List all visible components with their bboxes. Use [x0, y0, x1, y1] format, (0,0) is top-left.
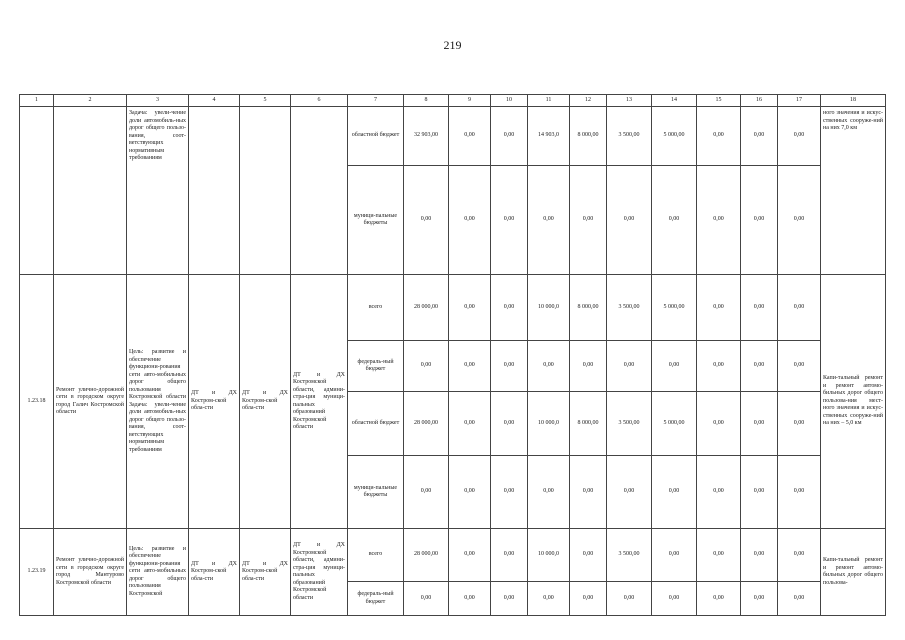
amount-cell: 0,00	[652, 166, 697, 275]
amount-cell: 0,00	[404, 456, 449, 529]
amount-cell: 0,00	[741, 275, 778, 341]
amount-cell: 0,00	[491, 166, 528, 275]
col-header-18: 18	[821, 95, 886, 107]
executor: ДТ и ДХ Костром-ской обла-сти	[189, 529, 240, 616]
row-number: 1.23.18	[20, 275, 54, 529]
amount-cell: 0,00	[449, 166, 491, 275]
amount-cell: 0,00	[491, 107, 528, 166]
responsible: ДТ и ДХ Костром-ской обла-сти	[240, 529, 291, 616]
activity-name: Ремонт улично-дорожной сети в городском округе город Мантурово Костромской области	[54, 529, 127, 616]
amount-cell: 0,00	[778, 529, 821, 582]
amount-cell: 0,00	[697, 341, 741, 392]
amount-cell: 0,00	[491, 582, 528, 616]
amount-cell: 0,00	[697, 456, 741, 529]
amount-cell: 0,00	[528, 166, 570, 275]
page-number: 219	[443, 38, 462, 52]
amount-cell: 28 000,00	[404, 529, 449, 582]
amount-cell: 0,00	[652, 582, 697, 616]
amount-cell: 0,00	[404, 341, 449, 392]
amount-cell: 5 000,00	[652, 392, 697, 456]
col-header-1: 1	[20, 95, 54, 107]
col-header-7: 7	[348, 95, 404, 107]
funding-source: всего	[348, 275, 404, 341]
goal-task: Цель: развитие и обеспечение функциони-рования сети авто-мобильных дорог общего пользования Костромской	[127, 529, 189, 616]
table-row	[20, 107, 886, 166]
executor: ДТ и ДХ Костром-ской обла-сти	[189, 275, 240, 529]
amount-cell: 0,00	[741, 456, 778, 529]
amount-cell: 0,00	[449, 392, 491, 456]
amount-cell: 0,00	[778, 107, 821, 166]
amount-cell: 0,00	[778, 275, 821, 341]
amount-cell: 0,00	[528, 456, 570, 529]
amount-cell: 0,00	[741, 582, 778, 616]
col-header-3: 3	[127, 95, 189, 107]
participants: ДТ и ДХ Костромской области, админи-стра-ция муници-пальных образований Костромской области	[291, 275, 348, 529]
amount-cell: 0,00	[528, 341, 570, 392]
amount-cell: 0,00	[778, 456, 821, 529]
col-header-11: 11	[528, 95, 570, 107]
amount-cell: 0,00	[778, 166, 821, 275]
amount-cell: 0,00	[570, 341, 607, 392]
row-number	[20, 107, 54, 275]
amount-cell: 8 000,00	[570, 107, 607, 166]
expected-result: Капи-тальный ремонт и ремонт автомо-бильных дорог общего пользова-	[821, 529, 886, 616]
col-header-6: 6	[291, 95, 348, 107]
amount-cell: 0,00	[570, 456, 607, 529]
amount-cell: 14 903,0	[528, 107, 570, 166]
amount-cell: 10 000,0	[528, 275, 570, 341]
amount-cell: 32 903,00	[404, 107, 449, 166]
amount-cell: 0,00	[652, 341, 697, 392]
amount-cell: 0,00	[491, 275, 528, 341]
amount-cell: 5 000,00	[652, 107, 697, 166]
amount-cell: 8 000,00	[570, 275, 607, 341]
expected-result: ного значения и искус-ственных сооруже-ний на них 7,0 км	[821, 107, 886, 275]
amount-cell: 0,00	[741, 107, 778, 166]
amount-cell: 0,00	[741, 166, 778, 275]
activity-name: Ремонт улично-дорожной сети в городском округе город Галич Костромской области	[54, 275, 127, 529]
col-header-9: 9	[449, 95, 491, 107]
amount-cell: 0,00	[449, 275, 491, 341]
amount-cell: 0,00	[741, 529, 778, 582]
amount-cell: 0,00	[778, 341, 821, 392]
amount-cell: 0,00	[570, 529, 607, 582]
amount-cell: 10 000,0	[528, 529, 570, 582]
amount-cell: 0,00	[491, 456, 528, 529]
amount-cell: 0,00	[741, 341, 778, 392]
participants	[291, 107, 348, 275]
amount-cell: 8 000,00	[570, 392, 607, 456]
amount-cell: 3 500,00	[607, 275, 652, 341]
col-header-15: 15	[697, 95, 741, 107]
amount-cell: 0,00	[449, 456, 491, 529]
amount-cell: 0,00	[652, 456, 697, 529]
funding-source: областной бюджет	[348, 392, 404, 456]
amount-cell: 3 500,00	[607, 529, 652, 582]
amount-cell: 5 000,00	[652, 275, 697, 341]
table-row	[20, 529, 886, 582]
amount-cell: 0,00	[607, 582, 652, 616]
responsible	[240, 107, 291, 275]
amount-cell: 0,00	[570, 582, 607, 616]
amount-cell: 0,00	[449, 107, 491, 166]
amount-cell: 0,00	[449, 582, 491, 616]
funding-source: муници-пальные бюджеты	[348, 166, 404, 275]
funding-source: всего	[348, 529, 404, 582]
expected-result: Капи-тальный ремонт и ремонт автомо-бильных дорог общего пользова-ния мест-ного значения и искус-ственных сооруже-ний на них – 5,0 км	[821, 275, 886, 529]
amount-cell: 0,00	[570, 166, 607, 275]
amount-cell: 0,00	[404, 582, 449, 616]
col-header-14: 14	[652, 95, 697, 107]
activity-name	[54, 107, 127, 275]
col-header-5: 5	[240, 95, 291, 107]
col-header-13: 13	[607, 95, 652, 107]
amount-cell: 10 000,0	[528, 392, 570, 456]
amount-cell: 0,00	[607, 456, 652, 529]
amount-cell: 0,00	[697, 166, 741, 275]
amount-cell: 28 000,00	[404, 392, 449, 456]
amount-cell: 0,00	[528, 582, 570, 616]
amount-cell: 3 500,00	[607, 392, 652, 456]
row-number: 1.23.19	[20, 529, 54, 616]
col-header-12: 12	[570, 95, 607, 107]
table-row	[20, 275, 886, 341]
amount-cell: 0,00	[697, 582, 741, 616]
col-header-8: 8	[404, 95, 449, 107]
amount-cell: 0,00	[404, 166, 449, 275]
amount-cell: 0,00	[697, 529, 741, 582]
amount-cell: 0,00	[778, 582, 821, 616]
amount-cell: 28 000,00	[404, 275, 449, 341]
amount-cell: 0,00	[449, 341, 491, 392]
goal-task: Цель: развитие и обеспечение функциони-рования сети авто-мобильных дорог общего пользования Костромской области Задача: увели-чение доли автомобиль-ных дорог общего пользо-вания, соот-ветствующих нормативным требованиям	[127, 275, 189, 529]
col-header-2: 2	[54, 95, 127, 107]
program-table	[19, 94, 886, 616]
amount-cell: 0,00	[607, 166, 652, 275]
amount-cell: 0,00	[697, 275, 741, 341]
participants: ДТ и ДХ Костромской области, админи-стра-ция муници-пальных образований Костромской области	[291, 529, 348, 616]
amount-cell: 0,00	[607, 341, 652, 392]
responsible: ДТ и ДХ Костром-ской обла-сти	[240, 275, 291, 529]
funding-source: федераль-ный бюджет	[348, 341, 404, 392]
amount-cell: 0,00	[491, 341, 528, 392]
funding-source: муници-пальные бюджеты	[348, 456, 404, 529]
col-header-4: 4	[189, 95, 240, 107]
amount-cell: 0,00	[697, 107, 741, 166]
amount-cell: 0,00	[741, 392, 778, 456]
amount-cell: 3 500,00	[607, 107, 652, 166]
amount-cell: 0,00	[491, 529, 528, 582]
amount-cell: 0,00	[697, 392, 741, 456]
col-header-17: 17	[778, 95, 821, 107]
executor	[189, 107, 240, 275]
header-row	[20, 95, 886, 107]
goal-task: Задача: увели-чение доли автомобиль-ных дорог общего пользо-вания, соот-ветствующих нормативным требованиям	[127, 107, 189, 275]
amount-cell: 0,00	[491, 392, 528, 456]
amount-cell: 0,00	[652, 529, 697, 582]
col-header-16: 16	[741, 95, 778, 107]
funding-source: областной бюджет	[348, 107, 404, 166]
amount-cell: 0,00	[778, 392, 821, 456]
amount-cell: 0,00	[449, 529, 491, 582]
funding-source: федераль-ный бюджет	[348, 582, 404, 616]
col-header-10: 10	[491, 95, 528, 107]
